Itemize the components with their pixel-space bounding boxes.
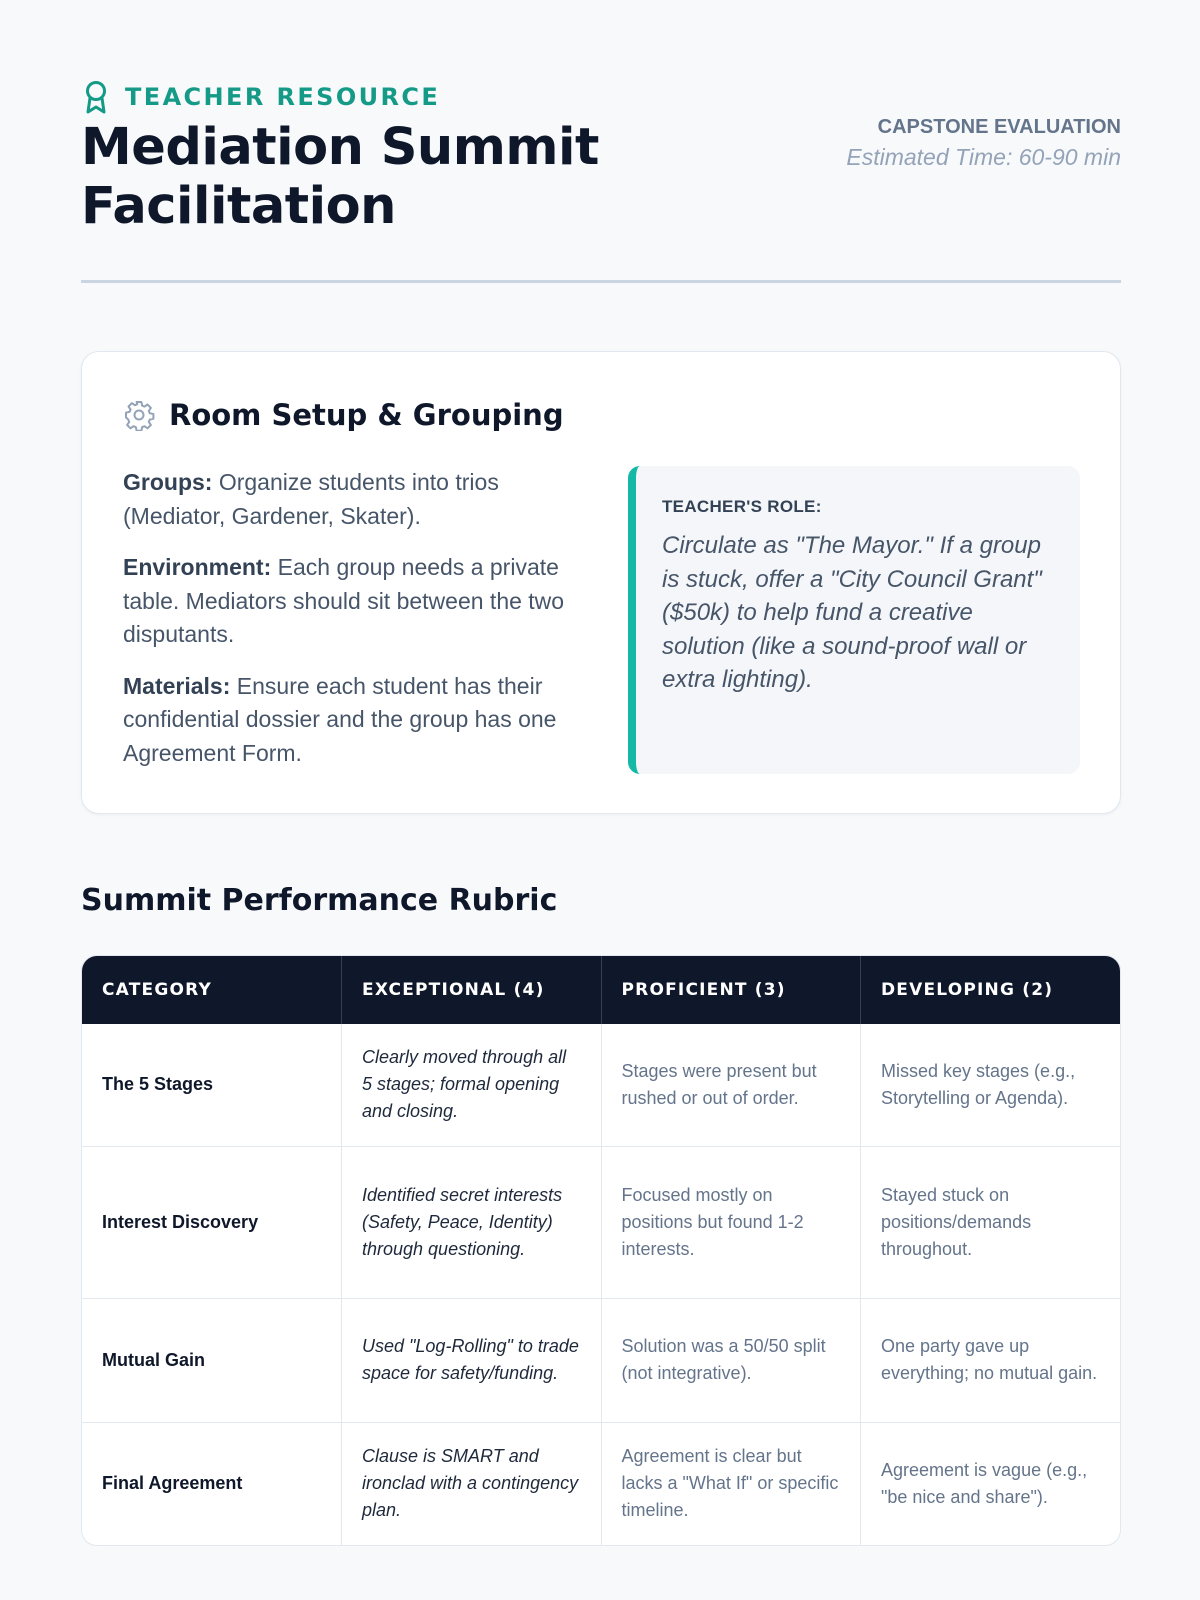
eyebrow	[81, 80, 440, 114]
eyebrow-label: TEACHER RESOURCE	[125, 83, 441, 111]
room-setup-card	[81, 351, 1121, 814]
setup-item-text: Each group needs a private table. Mediators should sit between the two disputants.	[123, 554, 565, 647]
exceptional-cell: Used "Log-Rolling" to trade space for safety/funding.	[342, 1298, 602, 1422]
proficient-cell: Agreement is clear but lacks a "What If" or specific timeline.	[601, 1422, 861, 1545]
proficient-cell: Solution was a 50/50 split (not integrative).	[601, 1298, 861, 1422]
setup-item-text: Ensure each student has their confidential dossier and the group has one Agreement Form.	[123, 672, 557, 766]
setup-item-text: Organize students into trios (Mediator, Gardener, Skater).	[123, 469, 499, 529]
column-header-category: CATEGORY	[82, 956, 342, 1024]
column-header-exceptional: EXCEPTIONAL (4)	[342, 956, 602, 1024]
rubric-table	[81, 955, 1121, 1546]
category-cell: The 5 Stages	[102, 1074, 214, 1095]
category-cell: Final Agreement	[82, 1422, 342, 1545]
page	[81, 0, 1121, 1521]
page-header	[81, 0, 1121, 283]
setup-item-groups	[123, 466, 583, 533]
table-row	[82, 1422, 1120, 1545]
award-ribbon-icon	[81, 80, 111, 114]
table-row	[82, 1146, 1120, 1298]
setup-item-label: Environment:	[123, 554, 272, 580]
category-cell: Interest Discovery	[82, 1146, 342, 1298]
card-header	[123, 398, 564, 432]
setup-item-label: Groups:	[123, 469, 213, 495]
setup-item-label: Materials:	[123, 672, 231, 699]
card-title: Room Setup & Grouping	[169, 398, 564, 432]
exceptional-cell: Clearly moved through all 5 stages; formal opening and closing.	[342, 1024, 602, 1146]
developing-cell: One party gave up everything; no mutual gain.	[861, 1298, 1121, 1422]
table-header-row	[82, 956, 1120, 1024]
developing-cell: Missed key stages (e.g., Storytelling or Agenda).	[861, 1024, 1121, 1146]
column-header-developing: DEVELOPING (2)	[861, 956, 1121, 1024]
teacher-role-callout	[628, 466, 1080, 774]
category-cell: Mutual Gain	[82, 1298, 342, 1422]
developing-cell: Stayed stuck on positions/demands throughout.	[861, 1146, 1121, 1298]
table-row	[82, 1024, 1120, 1146]
setup-item-materials	[123, 670, 583, 771]
rubric-title: Summit Performance Rubric	[81, 883, 558, 918]
setup-list	[123, 466, 583, 788]
setup-item-environment	[123, 551, 583, 652]
proficient-cell: Focused mostly on positions but found 1-2 interests.	[601, 1146, 861, 1298]
role-label: TEACHER'S ROLE:	[662, 497, 822, 516]
exceptional-cell: Identified secret interests (Safety, Peace, Identity) through questioning.	[342, 1146, 602, 1298]
exceptional-cell: Clause is SMART and ironclad with a contingency plan.	[342, 1422, 602, 1545]
table-row	[82, 1298, 1120, 1422]
header-meta	[821, 113, 1121, 174]
estimated-time: Estimated Time: 60-90 min	[846, 144, 1121, 170]
column-header-proficient: PROFICIENT (3)	[601, 956, 861, 1024]
developing-cell: Agreement is vague (e.g., "be nice and share").	[861, 1422, 1121, 1545]
gear-icon	[123, 399, 155, 431]
proficient-cell: Stages were present but rushed or out of order.	[601, 1024, 861, 1146]
page-title: Mediation Summit Facilitation	[81, 118, 599, 236]
role-text: Circulate as "The Mayor." If a group is stuck, offer a "City Council Grant" ($50k) to help fund a creative solution (like a sound-proof wall or extra lighting).	[662, 532, 1042, 693]
evaluation-label: CAPSTONE EVALUATION	[877, 116, 1121, 138]
